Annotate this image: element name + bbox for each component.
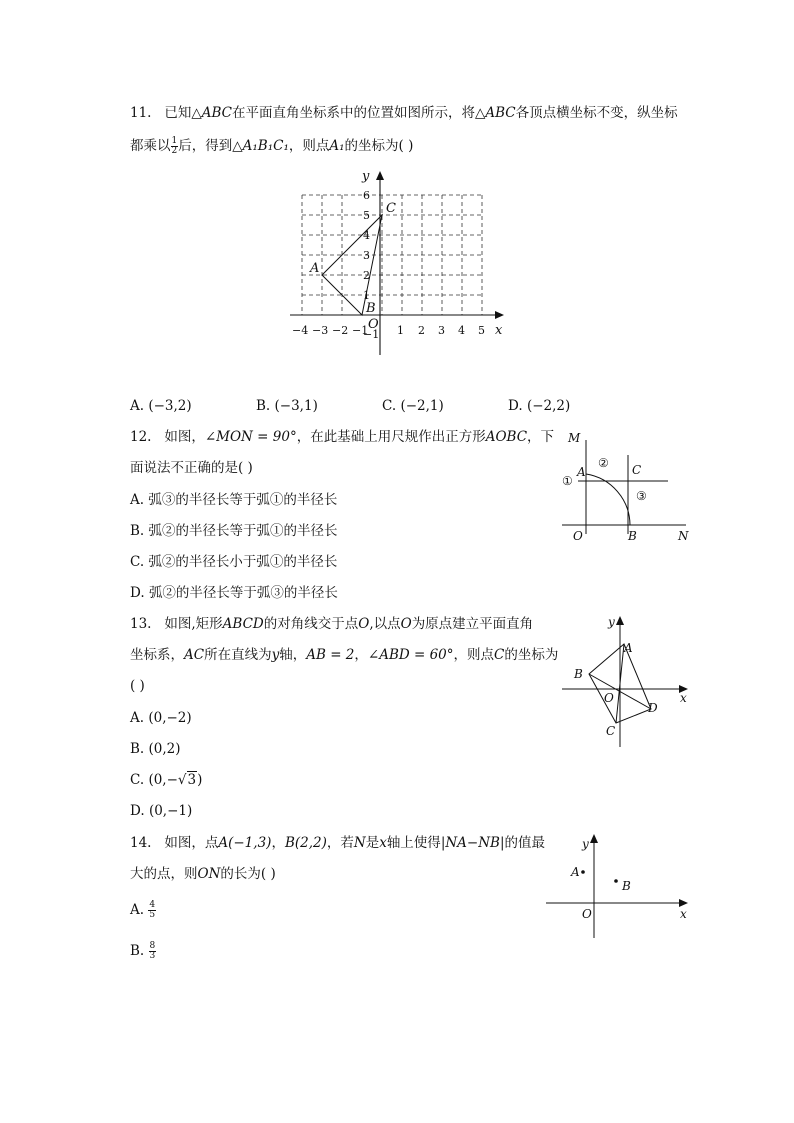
label-x: x xyxy=(680,907,687,921)
q11-option-d[interactable]: D. (−2,2) xyxy=(508,398,571,414)
fraction: $\frac{8}{3}$ xyxy=(149,941,156,961)
label-arc-3: ③ xyxy=(636,489,647,503)
q13-option-d[interactable]: D. (0,−1) xyxy=(130,803,193,819)
q13-option-a[interactable]: A. (0,−2) xyxy=(130,710,192,726)
label-a: A xyxy=(571,865,580,879)
y-tick-label: 6 xyxy=(363,189,370,202)
q14-line2: 大的点，则ON的长为( ) xyxy=(130,866,276,882)
label-b: B xyxy=(574,667,583,681)
label-n: N xyxy=(678,529,689,543)
label-a: A xyxy=(577,465,586,479)
q14-option-a[interactable]: A. $\frac{4}{5}$ xyxy=(130,900,156,920)
x-tick-label: 2 xyxy=(418,324,425,337)
q11-x-arrow xyxy=(495,311,504,319)
label-d: D xyxy=(648,701,658,715)
fraction: $\frac{4}{5}$ xyxy=(149,900,156,920)
q12-square-figure xyxy=(558,430,708,550)
label-a: A xyxy=(624,641,633,655)
y-tick-label: 1 xyxy=(363,289,370,302)
x-tick-label: 1 xyxy=(397,324,404,337)
y-axis-label: y xyxy=(362,169,370,184)
origin-label: O xyxy=(368,317,379,332)
q11-line1: 11. 已知△ABC在平面直角坐标系中的位置如图所示，将△ABC各顶点横坐标不变，纵坐标 xyxy=(130,105,678,121)
q11-y-arrow xyxy=(376,171,384,180)
y-tick-label: 3 xyxy=(363,249,370,262)
fraction: $\frac{1}{2}$ xyxy=(171,136,178,156)
label-o: O xyxy=(582,907,592,921)
x-tick-label: −1 xyxy=(352,324,369,337)
q14-number: 14. xyxy=(130,835,152,851)
q13-line1: 13. 如图,矩形ABCD的对角线交于点O,以点O为原点建立平面直角 xyxy=(130,616,534,632)
q11-coordinate-figure xyxy=(280,168,520,358)
x-tick-label: 4 xyxy=(458,324,465,337)
point-a xyxy=(581,870,585,874)
x-tick-label: −4 xyxy=(292,324,309,337)
point-c-label: C xyxy=(386,201,396,216)
q12-option-b[interactable]: B. 弧②的半径长等于弧①的半径长 xyxy=(130,523,338,539)
q11-number: 11. xyxy=(130,105,152,121)
y-tick-label: 2 xyxy=(363,269,370,282)
arc-1 xyxy=(586,474,630,525)
q13-line2: 坐标系，AC所在直线为y轴，AB = 2，∠ABD = 60°，则点C的坐标为 xyxy=(130,647,559,663)
y-tick-label: 4 xyxy=(363,229,370,242)
q13-number: 13. xyxy=(130,616,152,632)
q13-option-b[interactable]: B. (0,2) xyxy=(130,741,181,757)
point-b-label: B xyxy=(366,301,376,316)
q14-option-b[interactable]: B. $\frac{8}{3}$ xyxy=(130,941,156,961)
q11-option-c[interactable]: C. (−2,1) xyxy=(382,398,444,414)
x-tick-label: 3 xyxy=(438,324,445,337)
label-b: B xyxy=(628,529,637,543)
q14-points-figure xyxy=(544,830,704,940)
q12-option-d[interactable]: D. 弧②的半径长等于弧③的半径长 xyxy=(130,585,338,601)
y-tick-label: −1 xyxy=(363,328,380,341)
label-m: M xyxy=(568,431,581,445)
x-tick-label: −3 xyxy=(312,324,329,337)
point-b xyxy=(614,879,618,883)
label-arc-2: ② xyxy=(598,456,609,470)
q11-option-a[interactable]: A. (−3,2) xyxy=(130,398,192,414)
label-y: y xyxy=(608,615,615,629)
q11-option-b[interactable]: B. (−3,1) xyxy=(256,398,318,414)
label-o: O xyxy=(604,691,614,705)
q12-option-c[interactable]: C. 弧②的半径长小于弧①的半径长 xyxy=(130,554,338,570)
q12-number: 12. xyxy=(130,429,152,445)
q12-line1: 12. 如图，∠MON = 90°，在此基础上用尺规作出正方形AOBC，下 xyxy=(130,429,555,445)
x-axis-label: x xyxy=(495,323,503,338)
q13-line3: ( ) xyxy=(130,678,145,694)
y-tick-label: 5 xyxy=(363,209,370,222)
x-tick-label: −2 xyxy=(332,324,349,337)
label-o: O xyxy=(573,529,583,543)
label-c: C xyxy=(632,463,642,477)
q11-line2: 都乘以 $\frac{1}{2}$ 后，得到△A₁B₁C₁，则点A₁的坐标为( ) xyxy=(130,136,414,156)
x-tick-label: 5 xyxy=(478,324,485,337)
q14-line1: 14. 如图，点A(−1,3)，B(2,2)，若N是x轴上使得|NA−NB|的值最 xyxy=(130,835,546,851)
q12-option-a[interactable]: A. 弧③的半径长等于弧①的半径长 xyxy=(130,492,338,508)
label-b: B xyxy=(622,879,631,893)
label-c: C xyxy=(606,724,616,738)
point-a-label: A xyxy=(310,261,320,276)
q11-triangle xyxy=(322,215,382,315)
label-y: y xyxy=(582,837,589,851)
q12-line2: 面说法不正确的是( ) xyxy=(130,460,253,476)
q13-rectangle-figure xyxy=(560,612,710,752)
q13-option-c[interactable]: C. (0,−√3) xyxy=(130,772,203,788)
label-x: x xyxy=(680,691,687,705)
label-arc-1: ① xyxy=(562,474,573,488)
